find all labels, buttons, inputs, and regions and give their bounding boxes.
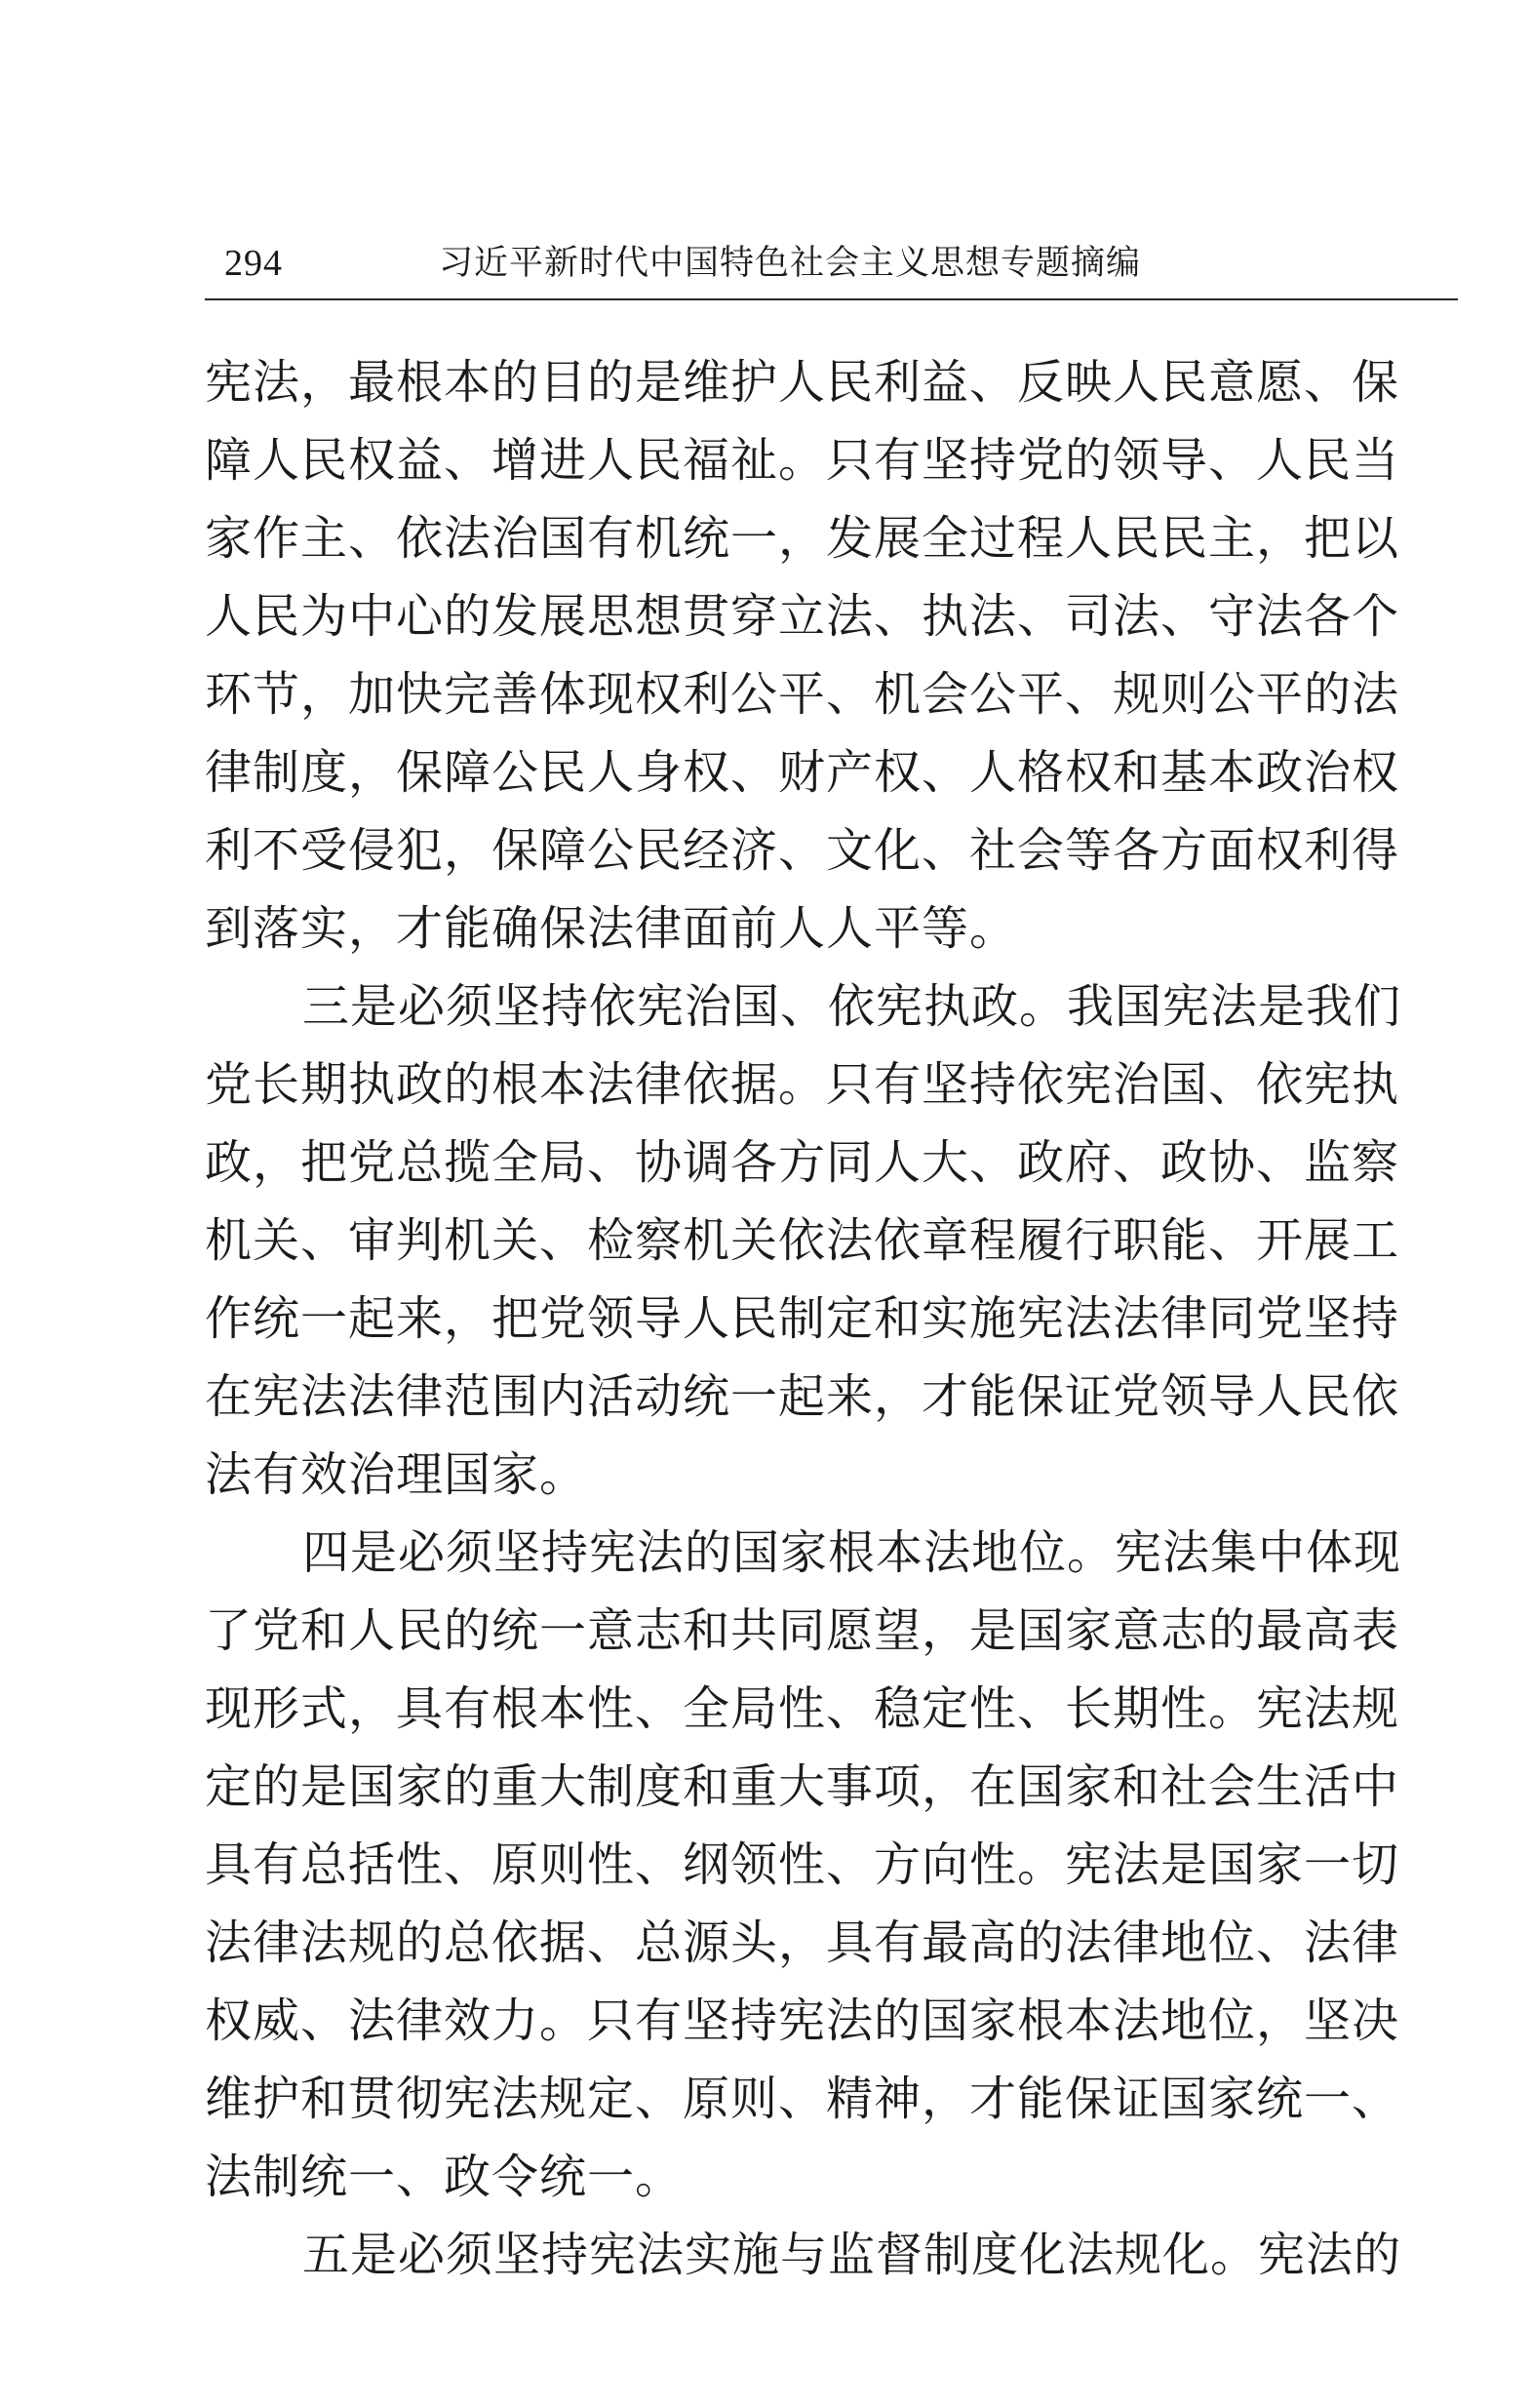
text-line: 法律法规的总依据、总源头，具有最高的法律地位、法律	[205, 1915, 1400, 1970]
text-line: 利不受侵犯，保障公民经济、文化、社会等各方面权利得	[205, 823, 1400, 878]
text-line: 法制统一、政令统一。	[205, 2150, 684, 2204]
running-header	[205, 234, 1458, 295]
text-line: 维护和贯彻宪法规定、原则、精神，才能保证国家统一、	[205, 2072, 1400, 2126]
text-line: 政，把党总揽全局、协调各方同人大、政府、政协、监察	[205, 1135, 1400, 1190]
text-line: 作统一起来，把党领导人民制定和实施宪法法律同党坚持	[205, 1291, 1400, 1346]
text-line: 具有总括性、原则性、纲领性、方向性。宪法是国家一切	[205, 1837, 1400, 1892]
book-title: 习近平新时代中国特色社会主义思想专题摘编	[439, 244, 1142, 283]
header-rule	[205, 298, 1458, 300]
text-line: 了党和人民的统一意志和共同愿望，是国家意志的最高表	[205, 1603, 1400, 1658]
text-line: 家作主、依法治国有机统一，发展全过程人民民主，把以	[205, 511, 1400, 566]
text-line: 权威、法律效力。只有坚持宪法的国家根本法地位，坚决	[205, 1994, 1400, 2048]
text-line: 到落实，才能确保法律面前人人平等。	[205, 901, 1018, 956]
text-line: 障人民权益、增进人民福祉。只有坚持党的领导、人民当	[205, 433, 1400, 488]
text-line: 定的是国家的重大制度和重大事项，在国家和社会生活中	[205, 1759, 1400, 1814]
text-line: 律制度，保障公民人身权、财产权、人格权和基本政治权	[205, 745, 1400, 800]
text-line: 法有效治理国家。	[205, 1447, 588, 1502]
text-line: 党长期执政的根本法律依据。只有坚持依宪治国、依宪执	[205, 1057, 1400, 1112]
paragraph-first-line: 三是必须坚持依宪治国、依宪执政。我国宪法是我们	[302, 979, 1402, 1034]
text-line: 机关、审判机关、检察机关依法依章程履行职能、开展工	[205, 1213, 1400, 1268]
text-line: 在宪法法律范围内活动统一起来，才能保证党领导人民依	[205, 1369, 1400, 1424]
paragraph-first-line: 五是必须坚持宪法实施与监督制度化法规化。宪法的	[302, 2228, 1402, 2282]
text-line: 人民为中心的发展思想贯穿立法、执法、司法、守法各个	[205, 589, 1400, 644]
text-line: 现形式，具有根本性、全局性、稳定性、长期性。宪法规	[205, 1681, 1400, 1736]
page-number: 294	[224, 243, 283, 284]
body-text	[205, 343, 1455, 2294]
paragraph-first-line: 四是必须坚持宪法的国家根本法地位。宪法集中体现	[302, 1525, 1402, 1580]
text-line: 环节，加快完善体现权利公平、机会公平、规则公平的法	[205, 667, 1400, 722]
text-line: 宪法，最根本的目的是维护人民利益、反映人民意愿、保	[205, 355, 1400, 410]
